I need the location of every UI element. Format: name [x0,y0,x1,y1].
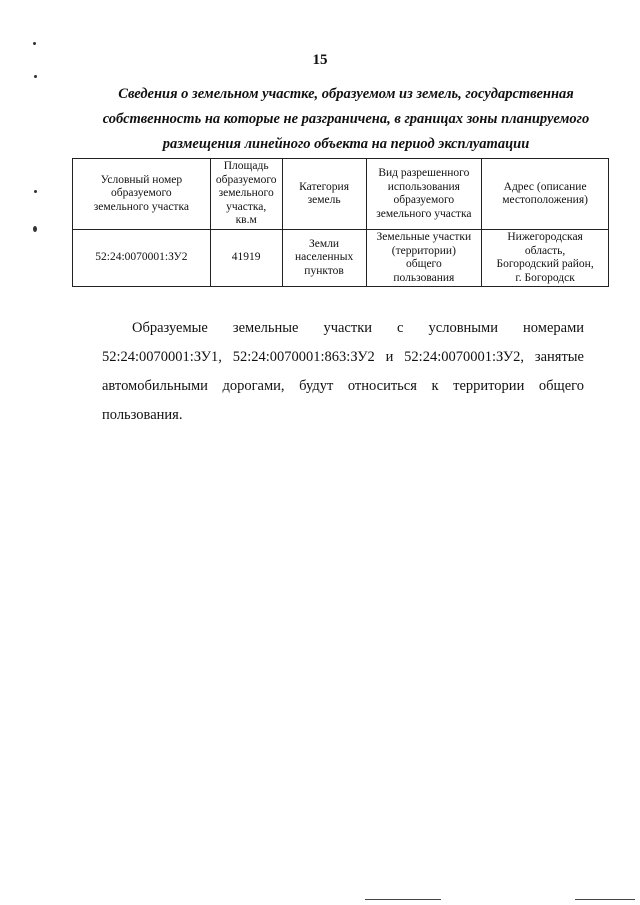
scan-speck [34,75,37,78]
paragraph-line: 52:24:0070001:ЗУ1, 52:24:0070001:863:ЗУ2 и 52:24:0070001:ЗУ2, занятые [102,349,584,365]
table-header-row [73,159,609,230]
title-line: собственность на которые не разграничена, в границах зоны планируемого [102,111,590,127]
scan-speck [33,226,37,232]
title-line: размещения линейного объекта на период эксплуатации [162,136,530,152]
header-land-category: Категория земель [282,159,366,230]
cell-land-category: Земли населенных пунктов [282,230,366,287]
paragraph-line: Образуемые земельные участки с условными номерами [132,320,584,336]
body-paragraph [102,314,584,430]
page-number: 15 [312,52,328,68]
cell-area: 41919 [210,230,282,287]
scan-stroke [575,899,635,900]
paragraph-line: пользования. [102,407,183,423]
header-permitted-use: Вид разрешенного использования образуемого земельного участка [366,159,482,230]
table-row [73,230,609,287]
cell-address: Нижегородская область, Богородский район, г. Богородск [482,230,609,287]
document-title [96,82,596,157]
cell-permitted-use: Земельные участки (территории) общего пользования [366,230,482,287]
scan-speck [34,190,37,193]
land-parcel-table [72,158,609,287]
header-cadastral-number: Условный номер образуемого земельного участка [73,159,211,230]
scan-speck [33,42,36,45]
cell-cadastral-number: 52:24:0070001:ЗУ2 [73,230,211,287]
title-line: Сведения о земельном участке, образуемом из земель, государственная [118,86,574,102]
header-address: Адрес (описание местоположения) [482,159,609,230]
paragraph-line: автомобильными дорогами, будут относиться к территории общего [102,378,584,394]
header-area: Площадь образуемого земельного участка, кв.м [210,159,282,230]
scan-stroke [365,899,441,900]
